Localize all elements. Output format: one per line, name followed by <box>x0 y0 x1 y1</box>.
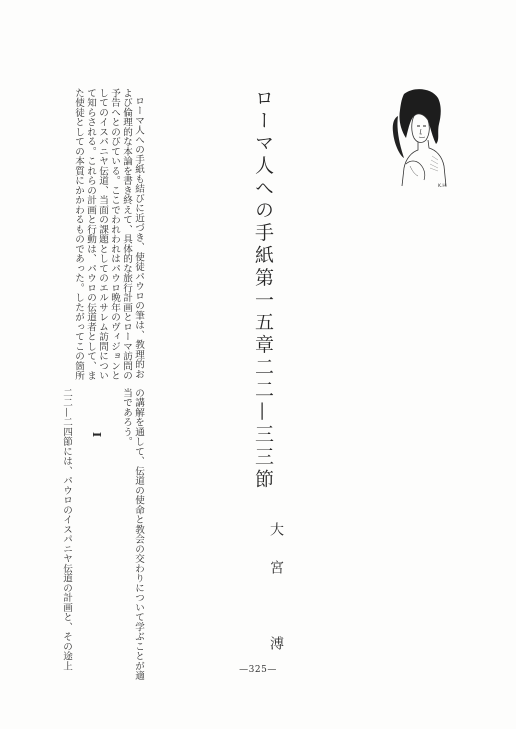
intro-line-5: て知らされる。これらの計画と行動は、パウロの伝道者として、ま <box>85 88 96 381</box>
intro-line-6: た使徒としての本質にかかわるものであった。したがってこの箇所 <box>73 88 84 381</box>
intro-line-2: よび倫理的な本論を書き終えて、具体的な旅行計画とローマ訪問の <box>121 88 132 381</box>
intro-line-4: してのイスパニヤ伝道、当面の課題としてのエルサレム訪問につい <box>97 88 108 381</box>
intro-line-3: 予告へとのびている。ここでわれわれはパウロ晩年のヴィジョンと <box>109 88 120 381</box>
lower-line-1: の講解を通して、伝道の使命と教会の交わりについて学ぶことが適 <box>133 388 144 681</box>
portrait-illustration <box>384 86 458 190</box>
lower-line-2: 当であろう。 <box>121 388 132 447</box>
signature-text: K.H. <box>438 184 448 189</box>
intro-line-1: ローマ人への手紙も結びに近づき、使徒パウロの筆は、教理的お <box>133 96 144 379</box>
page-number: —325— <box>239 665 277 675</box>
author-name: 大宮 溥 <box>268 522 284 674</box>
section-line-1: 二二—二四節には、パウロのイスパニヤ伝道の計画と、その途上 <box>61 388 72 671</box>
article-title: ローマ人への手紙第一五章二二—三三節 <box>252 88 274 492</box>
section-number: I <box>90 432 103 439</box>
